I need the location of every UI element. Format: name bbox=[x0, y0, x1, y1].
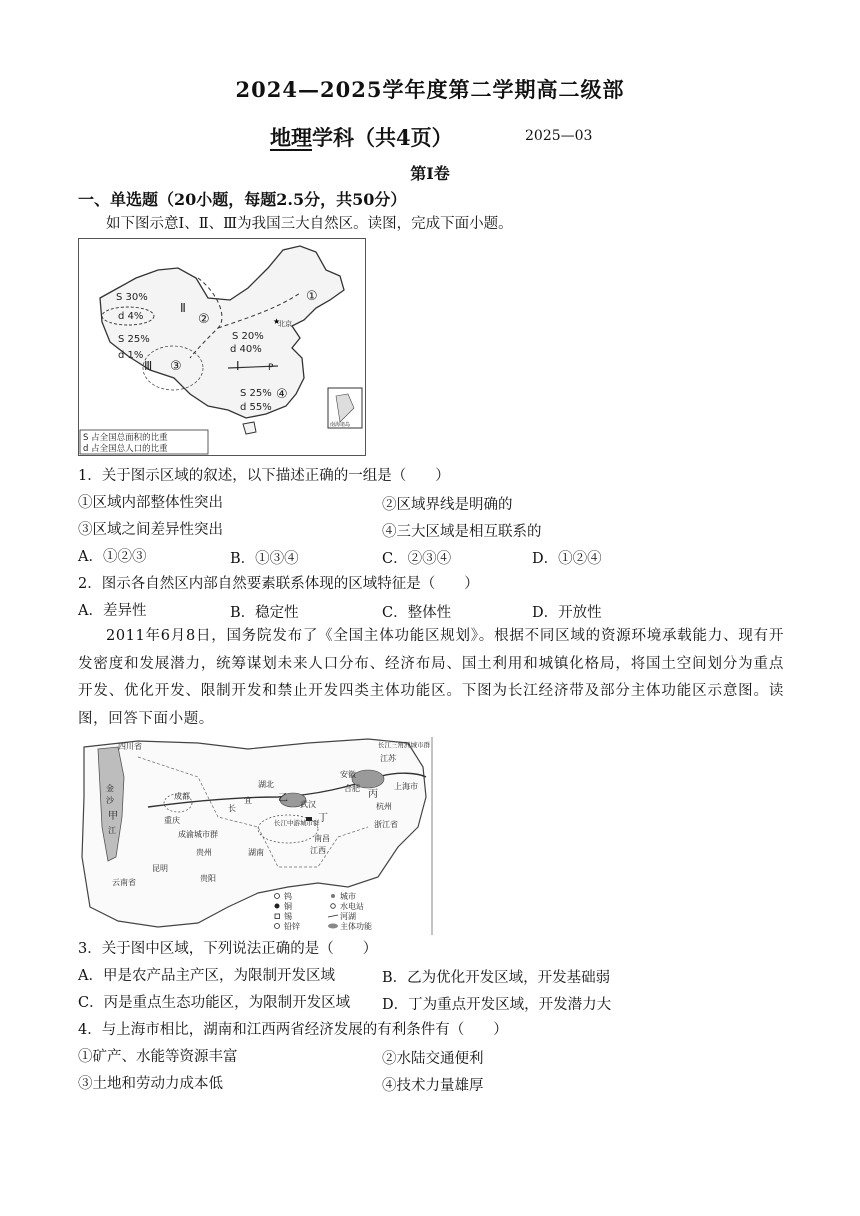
map1-circle-3: ③ bbox=[170, 359, 182, 374]
q4-option-4: ④技术力量雄厚 bbox=[382, 1078, 484, 1094]
map2-kunming: 昆明 bbox=[152, 864, 168, 873]
map2-delta: 长江三角洲城市群 bbox=[378, 741, 430, 749]
q1-choice-c: C．②③④ bbox=[382, 551, 452, 567]
map2-jin: 金 bbox=[106, 784, 114, 793]
q1-stem: 1．关于图示区域的叙述，以下描述正确的一组是（ ） bbox=[78, 468, 450, 484]
map2-shanghai: 上海市 bbox=[394, 782, 418, 791]
intro-text-2: 2011年6月8日，国务院发布了《全国主体功能区规划》。根据不同区域的资源环境承载能力、现有开发密度和发展潜力，统筹谋划未来人口分布、经济布局、国土利用和城镇化格局，将国土空间划分为重点开发、优化开发、限制开发和禁止开发四类主体功能区。下图为长江经济带及部分主体功能区示意图。读图，回答下面小题。 bbox=[78, 628, 784, 727]
map2-nanchang: 南昌 bbox=[314, 834, 330, 843]
map2-sichuan: 四川省 bbox=[118, 742, 142, 751]
q3-stem: 3．关于图中区域，下列说法正确的是（ ） bbox=[78, 941, 378, 957]
map2-legend-1: 钨 bbox=[284, 892, 292, 901]
map2-chengdu: 成都 bbox=[174, 792, 190, 801]
q2-choice-c: C．整体性 bbox=[382, 605, 452, 621]
map2-yi: 乙 bbox=[278, 793, 288, 804]
map2-chengyu: 成渝城市群 bbox=[178, 830, 218, 839]
q3-choice-b: B．乙为优化开发区域，开发基础弱 bbox=[382, 970, 611, 986]
q1-choice-a: A．①②③ bbox=[78, 549, 147, 565]
map2-ding: 丁 bbox=[318, 813, 328, 824]
map1-d1: d 1% bbox=[118, 350, 144, 361]
intro-text-1: 如下图示意Ⅰ、Ⅱ、Ⅲ为我国三大自然区。读图，完成下面小题。 bbox=[106, 216, 513, 232]
q4-option-3: ③土地和劳动力成本低 bbox=[78, 1076, 223, 1092]
q4-option-1: ①矿产、水能等资源丰富 bbox=[78, 1049, 238, 1065]
china-natural-regions-map bbox=[78, 238, 366, 456]
map1-s30: S 30% bbox=[116, 292, 148, 303]
map1-inset-label: 南海诸岛 bbox=[330, 422, 351, 428]
q3-choice-c: C．丙是重点生态功能区，为限制开发区域 bbox=[78, 995, 351, 1011]
map2-jia: 甲 bbox=[108, 811, 118, 822]
q2-stem: 2．图示各自然区内部自然要素联系体现的区域特征是（ ） bbox=[78, 576, 479, 592]
map1-region-1: Ⅰ bbox=[236, 359, 240, 373]
map2-hefei: 合肥 bbox=[344, 784, 360, 793]
map2-legend-8: 主体功能 bbox=[340, 922, 372, 931]
q1-option-2: ②区域界线是明确的 bbox=[382, 497, 513, 513]
map1-legend-d: d 占全国总人口的比重 bbox=[83, 444, 168, 454]
map2-bing: 丙 bbox=[368, 789, 378, 800]
map2-chongqing: 重庆 bbox=[164, 816, 180, 825]
map2-legend-6: 水电站 bbox=[340, 902, 364, 911]
map2-guiyang: 贵阳 bbox=[200, 874, 216, 883]
map2-jiang: 江 bbox=[108, 826, 116, 835]
volume-label: 第Ⅰ卷 bbox=[410, 164, 450, 183]
map2-wuhan: 武汉 bbox=[300, 800, 316, 809]
q2-choice-b: B．稳定性 bbox=[230, 605, 299, 621]
map2-jiangsu: 江苏 bbox=[380, 754, 396, 763]
map2-legend-5: 城市 bbox=[340, 892, 356, 901]
q1-option-3: ③区域之间差异性突出 bbox=[78, 522, 223, 538]
map2-sha: 沙 bbox=[106, 796, 114, 805]
q1-choice-d: D．①②④ bbox=[532, 551, 602, 567]
map1-d4: d 4% bbox=[118, 311, 144, 322]
star-icon: ★ bbox=[273, 317, 281, 326]
subject-name: 地理 bbox=[270, 125, 312, 150]
map1-s25a: S 25% bbox=[118, 334, 150, 345]
map1-p: P bbox=[268, 363, 274, 373]
map1-d55: d 55% bbox=[240, 402, 272, 413]
q1-option-1: ①区域内部整体性突出 bbox=[78, 495, 223, 511]
map1-region-2: Ⅱ bbox=[180, 301, 186, 315]
map1-circle-2: ② bbox=[198, 312, 210, 327]
q1-choice-b: B．①③④ bbox=[230, 551, 299, 567]
map1-s20: S 20% bbox=[232, 331, 264, 342]
q4-stem: 4．与上海市相比，湖南和江西两省经济发展的有利条件有（ ） bbox=[78, 1022, 508, 1038]
exam-title: 2024—2025学年度第二学期高二级部 bbox=[235, 77, 625, 102]
map2-hangzhou: 杭州 bbox=[376, 802, 392, 811]
q3-choice-a: A．甲是农产品主产区，为限制开发区域 bbox=[78, 968, 335, 984]
section-heading: 一、单选题（20小题，每题2.5分，共50分） bbox=[78, 190, 407, 209]
map2-legend-4: 铅锌 bbox=[284, 922, 300, 931]
exam-date: 2025—03 bbox=[525, 128, 593, 144]
q2-choice-d: D．开放性 bbox=[532, 605, 602, 621]
map2-yi-zhang: 宜 bbox=[244, 796, 252, 805]
map1-s25b: S 25% bbox=[240, 388, 272, 399]
q2-choice-a: A．差异性 bbox=[78, 603, 147, 619]
subject-title bbox=[270, 122, 453, 152]
map2-guizhou: 贵州 bbox=[196, 848, 212, 857]
map1-beijing: 北京 bbox=[278, 320, 292, 328]
map1-circle-4: ④ bbox=[276, 387, 288, 402]
yangtze-economic-belt-map bbox=[78, 737, 433, 935]
q3-choice-d: D．丁为重点开发区域，开发潜力大 bbox=[382, 997, 612, 1013]
map2-yunnan: 云南省 bbox=[112, 878, 136, 887]
map2-legend-3: 锡 bbox=[284, 912, 292, 921]
map2-zhejiang: 浙江省 bbox=[374, 820, 398, 829]
map1-legend-s: S 占全国总面积的比重 bbox=[83, 433, 168, 443]
map2-legend-7: 河湖 bbox=[340, 912, 356, 921]
map2-legend-2: 铜 bbox=[284, 902, 292, 911]
subject-pages: 学科（共4页） bbox=[312, 125, 453, 150]
map1-region-3: Ⅲ bbox=[144, 359, 153, 373]
map1-d40: d 40% bbox=[230, 344, 262, 355]
q1-option-4: ④三大区域是相互联系的 bbox=[382, 524, 542, 540]
map2-hunan: 湖南 bbox=[248, 848, 264, 857]
map2-jiangxi: 江西 bbox=[310, 846, 326, 855]
map2-hubei: 湖北 bbox=[258, 780, 274, 789]
map2-chang: 长 bbox=[228, 804, 236, 813]
map2-anhui: 安徽 bbox=[340, 770, 356, 779]
map2-changjiang-mid: 长江中游城市群 bbox=[274, 819, 320, 827]
q4-option-2: ②水陆交通便利 bbox=[382, 1051, 484, 1067]
map1-circle-1: ① bbox=[306, 289, 318, 304]
